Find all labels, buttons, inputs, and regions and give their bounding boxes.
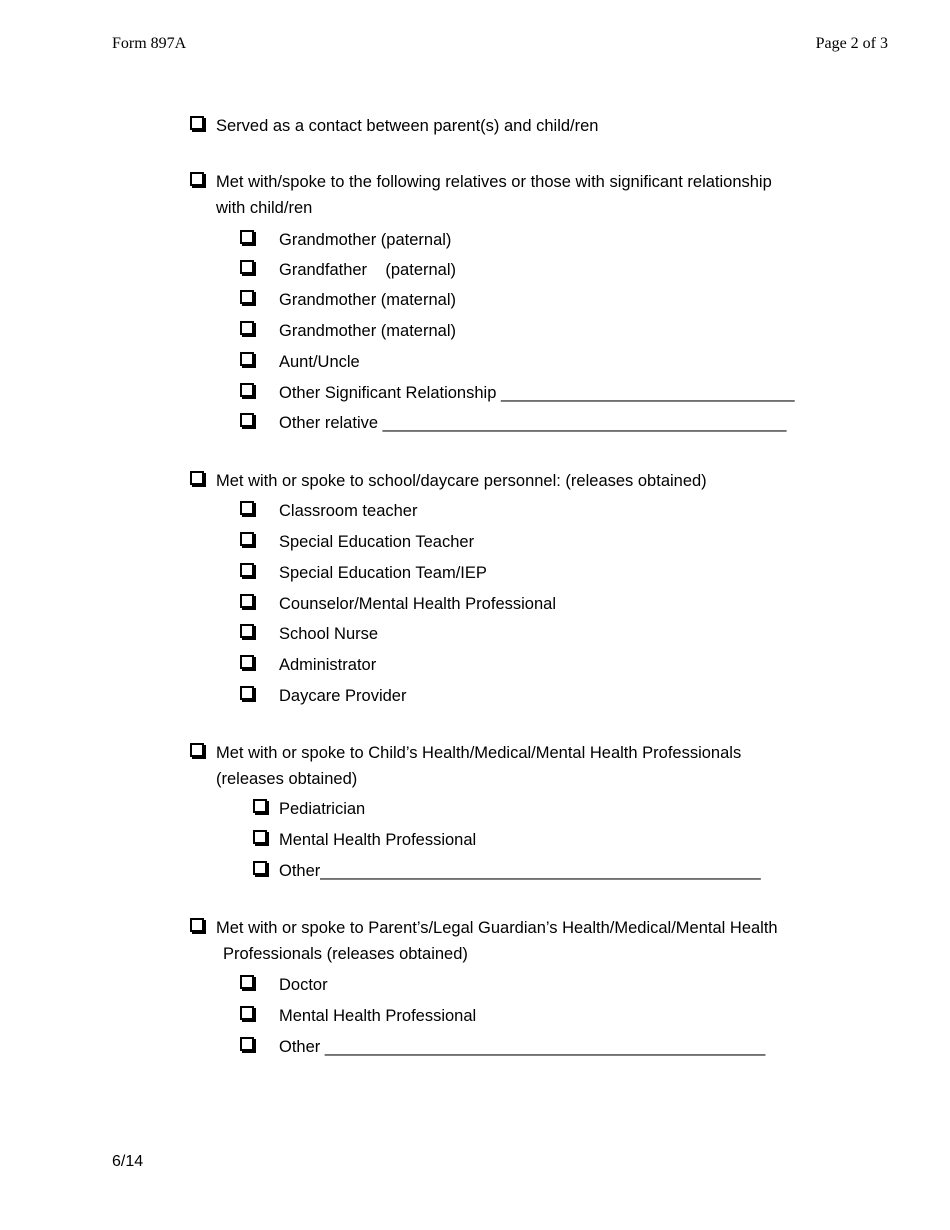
sub-item-label-fill-in: Other relative ____________________________________________ (279, 414, 787, 432)
checkbox[interactable] (253, 861, 267, 875)
checkbox[interactable] (240, 563, 254, 577)
sub-item-label-fill-in: Other Significant Relationship ________________________________ (279, 384, 795, 402)
sub-item-label: Pediatrician (279, 800, 366, 818)
checkbox[interactable] (190, 743, 204, 757)
sub-item-label: Special Education Teacher (279, 533, 475, 551)
checkbox[interactable] (240, 975, 254, 989)
sub-item-label-fill-in: Other ________________________________________________ (279, 1038, 766, 1056)
checkbox[interactable] (240, 594, 254, 608)
checkbox[interactable] (240, 260, 254, 274)
footer-date-code: 6/14 (112, 1153, 144, 1170)
sub-item-label: Daycare Provider (279, 687, 407, 705)
sub-item-label-fill-in: Other________________________________________________ (279, 862, 761, 880)
checkbox[interactable] (253, 799, 267, 813)
checkbox[interactable] (240, 1006, 254, 1020)
sub-item-label: Aunt/Uncle (279, 353, 360, 371)
checkbox[interactable] (240, 686, 254, 700)
checklist-item-label-continued: Professionals (releases obtained) (223, 945, 468, 963)
checkbox[interactable] (240, 230, 254, 244)
sub-item-label: Grandmother (paternal) (279, 231, 452, 249)
checkbox[interactable] (240, 290, 254, 304)
checklist-item-label: Served as a contact between parent(s) and child/ren (216, 117, 599, 135)
checkbox[interactable] (240, 1037, 254, 1051)
checklist-item-label: Met with or spoke to Parent’s/Legal Guardian’s Health/Medical/Mental Health (216, 919, 778, 937)
checkbox[interactable] (240, 321, 254, 335)
checkbox[interactable] (240, 532, 254, 546)
sub-item-label: Mental Health Professional (279, 831, 477, 849)
checklist-item-label-continued: with child/ren (216, 199, 313, 217)
checklist-item-label-continued: (releases obtained) (216, 770, 358, 788)
checkbox[interactable] (190, 172, 204, 186)
checkbox[interactable] (240, 624, 254, 638)
sub-item-label: Administrator (279, 656, 377, 674)
sub-item-label: Grandfather (paternal) (279, 261, 457, 279)
checkbox[interactable] (240, 383, 254, 397)
checkbox[interactable] (190, 116, 204, 130)
sub-item-label: Mental Health Professional (279, 1007, 477, 1025)
sub-item-label: Doctor (279, 976, 328, 994)
checkbox[interactable] (240, 501, 254, 515)
sub-item-label: Classroom teacher (279, 502, 418, 520)
sub-item-label: Grandmother (maternal) (279, 322, 456, 340)
sub-item-label: Counselor/Mental Health Professional (279, 595, 556, 613)
page-number: Page 2 of 3 (815, 35, 888, 52)
checkbox[interactable] (240, 413, 254, 427)
checklist-item-label: Met with/spoke to the following relatives or those with significant relationship (216, 173, 772, 191)
sub-item-label: Special Education Team/IEP (279, 564, 487, 582)
checklist-item-label: Met with or spoke to Child’s Health/Medical/Mental Health Professionals (216, 744, 742, 762)
checkbox[interactable] (190, 471, 204, 485)
checkbox[interactable] (240, 655, 254, 669)
form-id: Form 897A (112, 35, 187, 52)
checkbox[interactable] (253, 830, 267, 844)
checklist-item-label: Met with or spoke to school/daycare personnel: (releases obtained) (216, 472, 707, 490)
sub-item-label: Grandmother (maternal) (279, 291, 456, 309)
checkbox[interactable] (190, 918, 204, 932)
checkbox[interactable] (240, 352, 254, 366)
sub-item-label: School Nurse (279, 625, 379, 643)
